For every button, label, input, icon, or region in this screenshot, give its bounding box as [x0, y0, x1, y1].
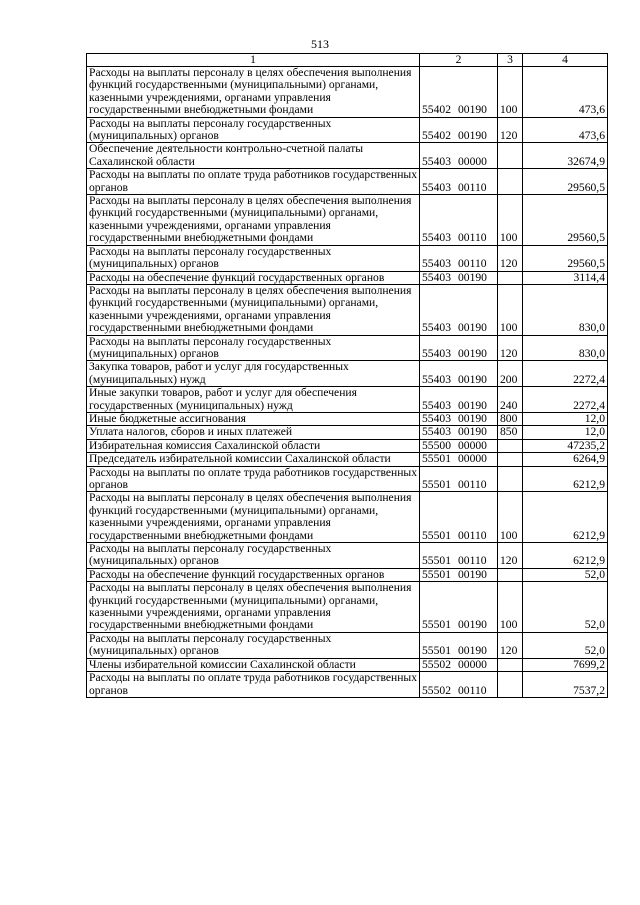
row-direction-code: 00110 [457, 231, 487, 245]
row-program-code: 55403 [422, 425, 451, 439]
row-expense-type: 100 [498, 492, 523, 543]
row-code [420, 543, 498, 569]
row-amount: 6212,9 [523, 466, 608, 492]
row-amount: 3114,4 [523, 271, 608, 284]
row-name: Расходы на выплаты персоналу государственных (муниципальных) органов [87, 335, 420, 361]
row-amount: 29560,5 [523, 245, 608, 271]
row-amount: 6212,9 [523, 543, 608, 569]
budget-table-body [87, 54, 608, 698]
row-amount: 830,0 [523, 284, 608, 335]
row-expense-type [498, 439, 523, 452]
row-expense-type: 800 [498, 412, 523, 425]
table-row [87, 335, 608, 361]
row-expense-type [498, 672, 523, 698]
row-amount: 6264,9 [523, 453, 608, 466]
row-program-code: 55403 [422, 257, 451, 271]
row-code [420, 245, 498, 271]
table-row [87, 658, 608, 671]
row-amount: 47235,2 [523, 439, 608, 452]
row-name: Обеспечение деятельности контрольно-счетной палаты Сахалинской области [87, 143, 420, 169]
row-amount: 29560,5 [523, 195, 608, 246]
row-expense-type [498, 169, 523, 195]
table-row [87, 143, 608, 169]
row-amount: 12,0 [523, 426, 608, 439]
row-direction-code: 00110 [457, 683, 487, 697]
table-row [87, 426, 608, 439]
row-name: Расходы на выплаты персоналу в целях обеспечения выполнения функций государственными (муниципальными) органами, казенными учреждениями, органами управления государственными внебюджетными фондами [87, 582, 420, 633]
table-row [87, 195, 608, 246]
page-number: 513 [311, 37, 329, 51]
row-program-code: 55403 [422, 180, 451, 194]
row-name: Закупка товаров, работ и услуг для государственных (муниципальных) нужд [87, 361, 420, 387]
row-code [420, 117, 498, 143]
row-name: Избирательная комиссия Сахалинской области [87, 439, 420, 452]
row-amount: 52,0 [523, 568, 608, 581]
row-direction-code: 00190 [457, 644, 487, 658]
row-direction-code: 00110 [457, 554, 487, 568]
table-row [87, 284, 608, 335]
row-code [420, 387, 498, 413]
row-code [420, 361, 498, 387]
row-program-code: 55501 [422, 618, 451, 632]
row-direction-code: 00110 [457, 180, 487, 194]
row-expense-type: 850 [498, 426, 523, 439]
row-name: Расходы на выплаты по оплате труда работников государственных органов [87, 466, 420, 492]
table-row [87, 466, 608, 492]
table-row [87, 387, 608, 413]
row-expense-type: 120 [498, 543, 523, 569]
row-program-code: 55501 [422, 567, 451, 581]
row-amount: 52,0 [523, 632, 608, 658]
budget-table [86, 53, 608, 698]
row-code [420, 632, 498, 658]
table-row [87, 361, 608, 387]
table-row [87, 271, 608, 284]
row-name: Члены избирательной комиссии Сахалинской области [87, 658, 420, 671]
row-code [420, 439, 498, 452]
row-program-code: 55501 [422, 528, 451, 542]
row-expense-type [498, 466, 523, 492]
row-expense-type: 200 [498, 361, 523, 387]
row-amount: 7699,2 [523, 658, 608, 671]
row-amount: 29560,5 [523, 169, 608, 195]
row-expense-type [498, 143, 523, 169]
row-direction-code: 00190 [457, 372, 487, 386]
row-expense-type [498, 453, 523, 466]
row-program-code: 55403 [422, 154, 451, 168]
row-expense-type: 100 [498, 67, 523, 118]
row-amount: 6212,9 [523, 492, 608, 543]
table-row [87, 568, 608, 581]
row-name: Иные закупки товаров, работ и услуг для обеспечения государственных (муниципальных) нужд [87, 387, 420, 413]
row-code [420, 426, 498, 439]
row-amount: 830,0 [523, 335, 608, 361]
row-expense-type: 100 [498, 284, 523, 335]
row-direction-code: 00110 [457, 478, 487, 491]
row-expense-type [498, 658, 523, 671]
row-code [420, 143, 498, 169]
table-row [87, 453, 608, 466]
row-direction-code: 00190 [457, 129, 487, 143]
row-program-code: 55403 [422, 321, 451, 335]
row-program-code: 55501 [422, 452, 451, 466]
row-expense-type: 120 [498, 632, 523, 658]
row-amount: 2272,4 [523, 387, 608, 413]
row-direction-code: 00190 [457, 425, 487, 439]
row-code [420, 672, 498, 698]
row-name: Расходы на выплаты персоналу в целях обеспечения выполнения функций государственными (муниципальными) органами, казенными учреждениями, органами управления государственными внебюджетными фондами [87, 67, 420, 118]
row-name: Расходы на выплаты персоналу государственных (муниципальных) органов [87, 632, 420, 658]
row-direction-code: 00190 [457, 346, 487, 360]
table-row [87, 439, 608, 452]
row-program-code: 55502 [422, 683, 451, 697]
row-program-code: 55403 [422, 231, 451, 245]
row-name: Расходы на обеспечение функций государственных органов [87, 568, 420, 581]
row-direction-code: 00000 [457, 438, 487, 452]
table-row [87, 67, 608, 118]
row-name: Расходы на обеспечение функций государственных органов [87, 271, 420, 284]
table-row [87, 632, 608, 658]
row-program-code: 55403 [422, 346, 451, 360]
row-direction-code: 00000 [457, 154, 487, 168]
table-row [87, 672, 608, 698]
row-expense-type: 120 [498, 245, 523, 271]
row-name: Расходы на выплаты персоналу в целях обеспечения выполнения функций государственными (муниципальными) органами, казенными учреждениями, органами управления государственными внебюджетными фондами [87, 284, 420, 335]
row-code [420, 169, 498, 195]
row-name: Расходы на выплаты по оплате труда работников государственных органов [87, 169, 420, 195]
row-code [420, 568, 498, 581]
row-program-code: 55501 [422, 554, 451, 568]
row-name: Уплата налогов, сборов и иных платежей [87, 426, 420, 439]
row-code [420, 412, 498, 425]
row-program-code: 55502 [422, 657, 451, 671]
row-program-code: 55402 [422, 103, 451, 117]
row-code [420, 271, 498, 284]
row-program-code: 55403 [422, 270, 451, 284]
table-row [87, 117, 608, 143]
row-amount: 52,0 [523, 582, 608, 633]
row-code [420, 492, 498, 543]
row-amount: 32674,9 [523, 143, 608, 169]
row-direction-code: 00190 [457, 411, 487, 425]
row-direction-code: 00110 [457, 528, 487, 542]
row-direction-code: 00190 [457, 567, 487, 581]
column-header-2: 2 [420, 54, 498, 67]
row-expense-type: 120 [498, 117, 523, 143]
row-code [420, 582, 498, 633]
row-expense-type: 240 [498, 387, 523, 413]
row-name: Расходы на выплаты персоналу в целях обеспечения выполнения функций государственными (муниципальными) органами, казенными учреждениями, органами управления государственными внебюджетными фондами [87, 492, 420, 543]
row-name: Расходы на выплаты персоналу государственных (муниципальных) органов [87, 245, 420, 271]
row-code [420, 335, 498, 361]
table-row [87, 492, 608, 543]
row-program-code: 55501 [422, 478, 451, 491]
row-name: Иные бюджетные ассигнования [87, 412, 420, 425]
row-expense-type: 100 [498, 195, 523, 246]
row-code [420, 466, 498, 492]
row-expense-type [498, 271, 523, 284]
column-header-4: 4 [523, 54, 608, 67]
row-amount: 7537,2 [523, 672, 608, 698]
row-direction-code: 00190 [457, 398, 487, 412]
row-program-code: 55402 [422, 129, 451, 143]
row-code [420, 67, 498, 118]
row-code [420, 658, 498, 671]
row-code [420, 195, 498, 246]
row-amount: 2272,4 [523, 361, 608, 387]
column-header-3: 3 [498, 54, 523, 67]
table-row [87, 169, 608, 195]
row-name: Расходы на выплаты персоналу государственных (муниципальных) органов [87, 117, 420, 143]
row-program-code: 55500 [422, 438, 451, 452]
row-direction-code: 00110 [457, 257, 487, 271]
row-direction-code: 00190 [457, 103, 487, 117]
row-amount: 12,0 [523, 412, 608, 425]
row-expense-type [498, 568, 523, 581]
row-expense-type: 120 [498, 335, 523, 361]
row-name: Председатель избирательной комиссии Сахалинской области [87, 453, 420, 466]
row-program-code: 55501 [422, 644, 451, 658]
table-row [87, 412, 608, 425]
row-direction-code: 00190 [457, 618, 487, 632]
row-code [420, 453, 498, 466]
row-expense-type: 100 [498, 582, 523, 633]
table-row [87, 245, 608, 271]
row-direction-code: 00190 [457, 270, 487, 284]
table-header-row [87, 54, 608, 67]
row-amount: 473,6 [523, 117, 608, 143]
row-code [420, 284, 498, 335]
column-header-1: 1 [87, 54, 420, 67]
row-amount: 473,6 [523, 67, 608, 118]
row-name: Расходы на выплаты персоналу государственных (муниципальных) органов [87, 543, 420, 569]
row-name: Расходы на выплаты персоналу в целях обеспечения выполнения функций государственными (муниципальными) органами, казенными учреждениями, органами управления государственными внебюджетными фондами [87, 195, 420, 246]
table-row [87, 543, 608, 569]
table-row [87, 582, 608, 633]
row-direction-code: 00000 [457, 452, 487, 466]
row-program-code: 55403 [422, 372, 451, 386]
row-program-code: 55403 [422, 398, 451, 412]
row-name: Расходы на выплаты по оплате труда работников государственных органов [87, 672, 420, 698]
row-program-code: 55403 [422, 411, 451, 425]
row-direction-code: 00190 [457, 321, 487, 335]
row-direction-code: 00000 [457, 657, 487, 671]
